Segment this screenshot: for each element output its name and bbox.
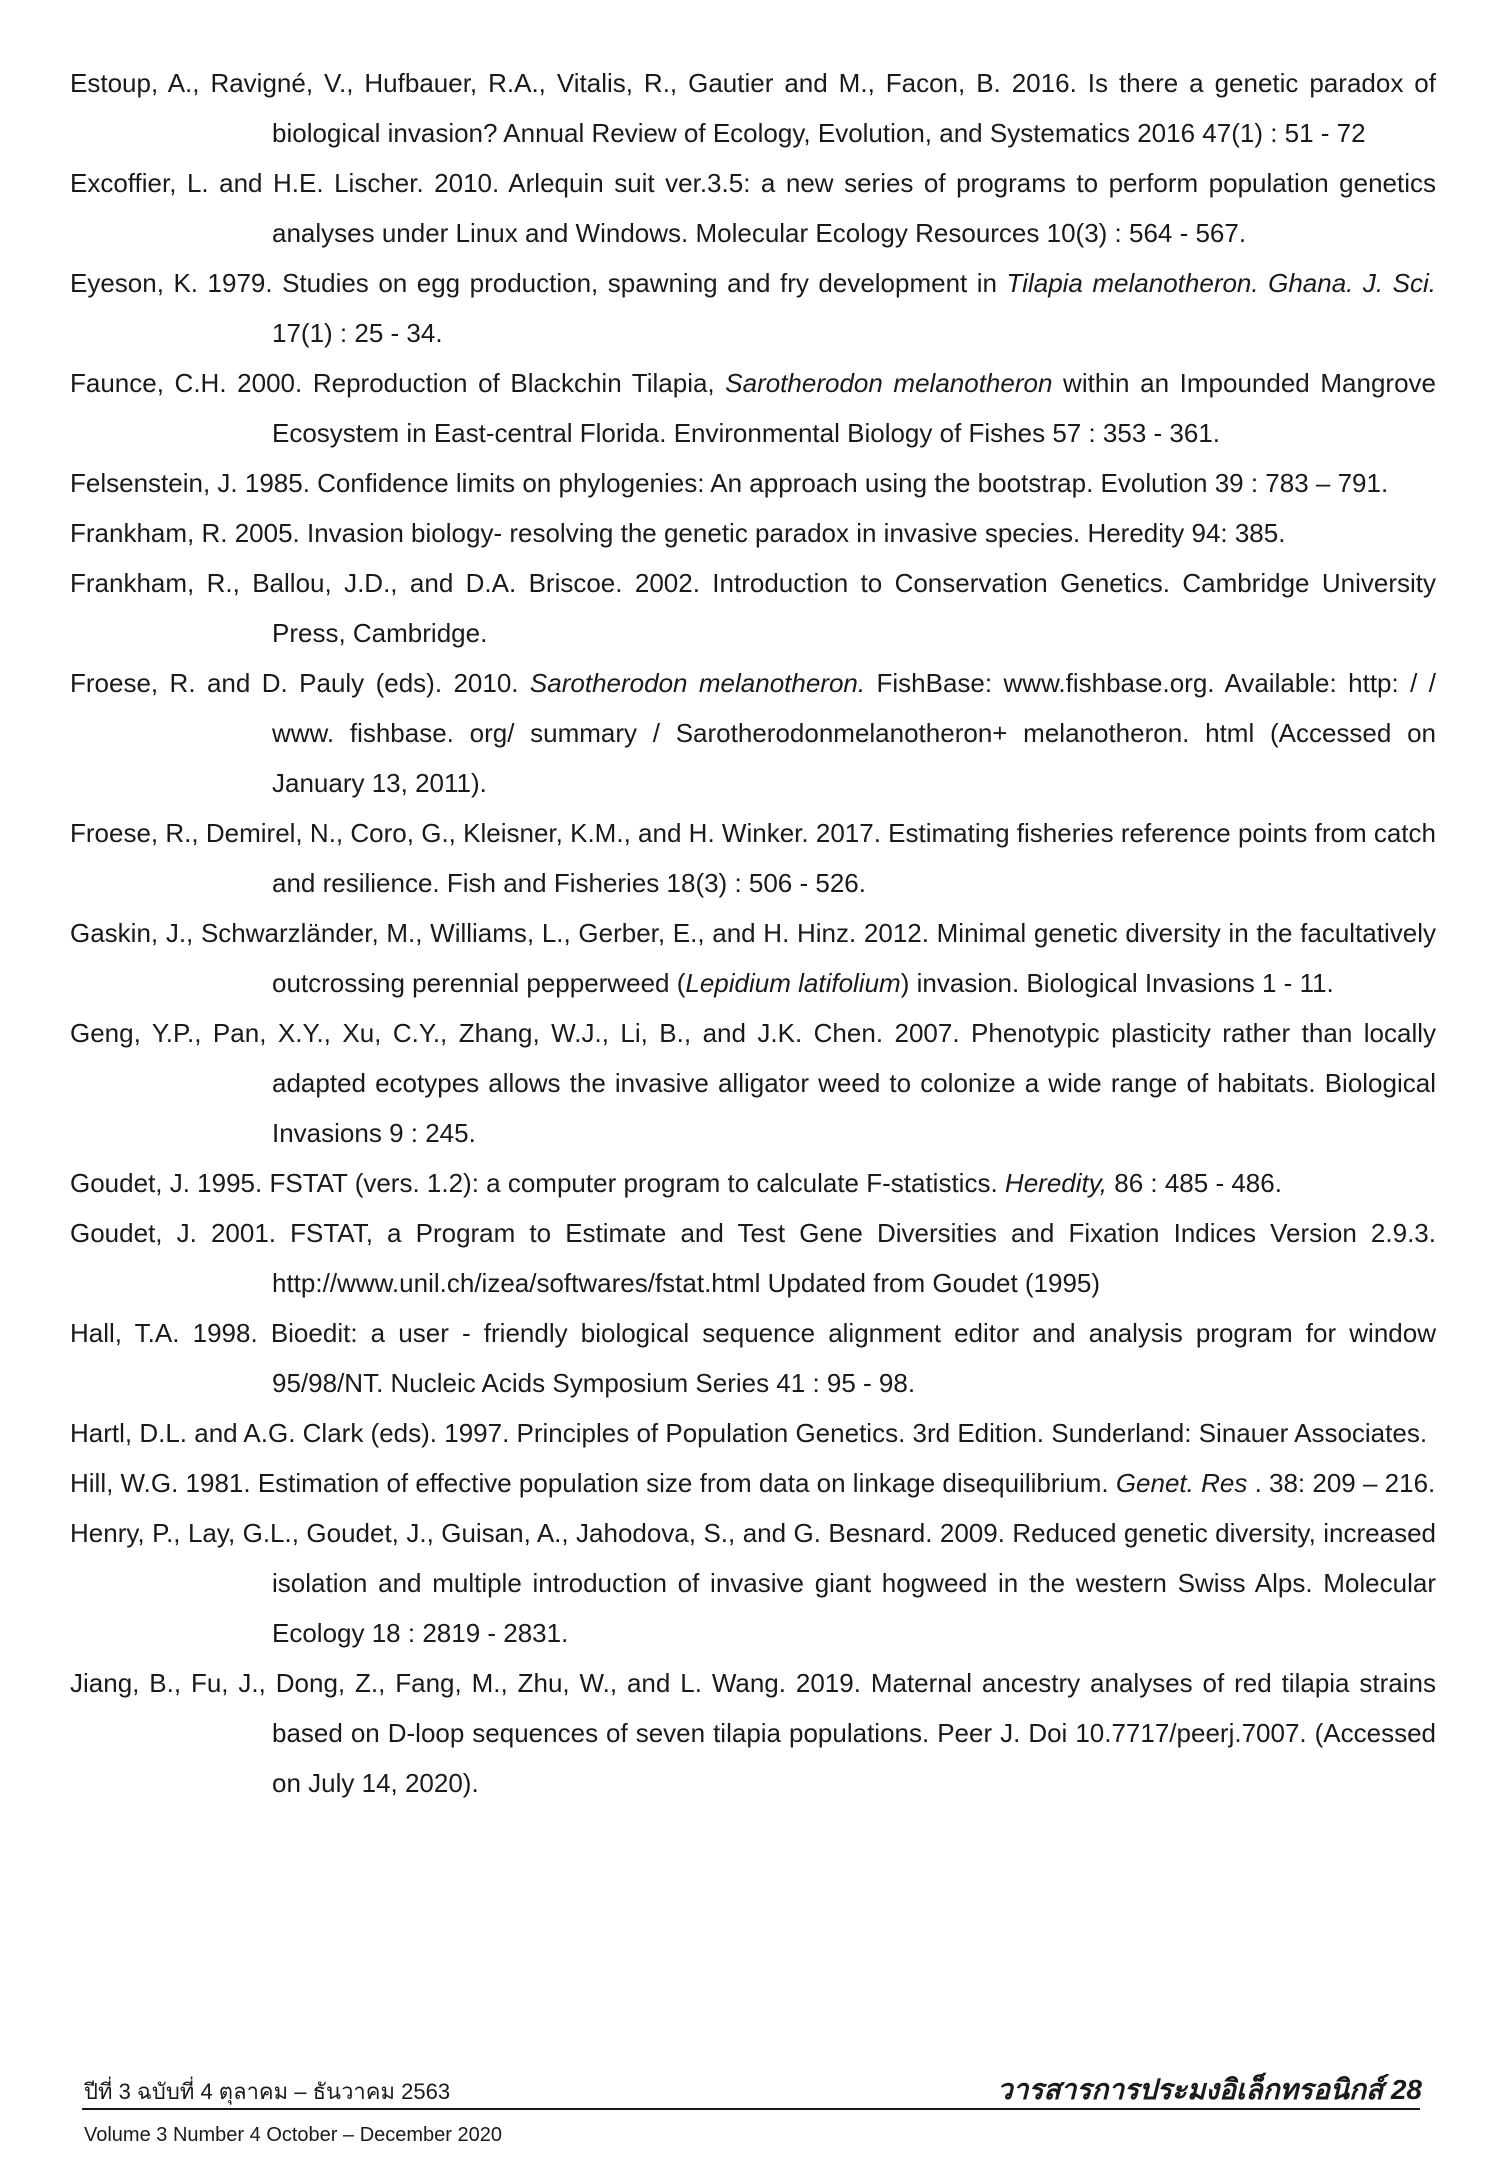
reference-item: Frankham, R., Ballou, J.D., and D.A. Briscoe. 2002. Introduction to Conservation Genetics. Cambridge University Press, Cambridge. [70,568,1436,648]
footer-journal-name: วารสารการประมงอิเล็กทรอนิกส์ 28 [985,2073,1422,2107]
reference-item: Goudet, J. 2001. FSTAT, a Program to Estimate and Test Gene Diversities and Fixation Indices Version 2.9.3. http://www.unil.ch/izea/softwares/fstat.html Updated from Goudet (1995) [70,1218,1436,1298]
reference-item: Hill, W.G. 1981. Estimation of effective population size from data on linkage disequilibrium. Genet. Res . 38: 209 – 216. [70,1468,1436,1498]
reference-item: Jiang, B., Fu, J., Dong, Z., Fang, M., Zhu, W., and L. Wang. 2019. Maternal ancestry analyses of red tilapia strains based on D-loop sequences of seven tilapia populations. Peer J. Doi 10.7717/peerj.7007. (Accessed on July 14, 2020). [70,1668,1436,1798]
reference-item: Hartl, D.L. and A.G. Clark (eds). 1997. Principles of Population Genetics. 3rd Edition. Sunderland: Sinauer Associates. [70,1418,1428,1448]
footer-divider [82,2108,1420,2110]
reference-item: Goudet, J. 1995. FSTAT (vers. 1.2): a computer program to calculate F-statistics. Heredity, 86 : 485 - 486. [70,1168,1282,1198]
footer-issue-english: Volume 3 Number 4 October – December 2020 [84,2124,502,2146]
reference-item: Eyeson, K. 1979. Studies on egg production, spawning and fry development in Tilapia melanotheron. Ghana. J. Sci. 17(1) : 25 - 34. [70,268,1436,348]
reference-item: Geng, Y.P., Pan, X.Y., Xu, C.Y., Zhang, W.J., Li, B., and J.K. Chen. 2007. Phenotypic plasticity rather than locally adapted ecotypes allows the invasive alligator weed to colonize a wide range of habitats. Biological Invasions 9 : 245. [70,1018,1436,1148]
reference-item: Hall, T.A. 1998. Bioedit: a user - friendly biological sequence alignment editor and analysis program for window 95/98/NT. Nucleic Acids Symposium Series 41 : 95 - 98. [70,1318,1436,1398]
reference-item: Froese, R., Demirel, N., Coro, G., Kleisner, K.M., and H. Winker. 2017. Estimating fisheries reference points from catch and resilience. Fish and Fisheries 18(3) : 506 - 526. [70,818,1436,898]
reference-item: Froese, R. and D. Pauly (eds). 2010. Sarotherodon melanotheron. FishBase: www.fishbase.org. Available: http: / / www. fishbase. org/ summary / Sarotherodonmelanotheron+ melanotheron. html (Accessed on January 13, 2011). [70,668,1436,798]
reference-item: Excoffier, L. and H.E. Lischer. 2010. Arlequin suit ver.3.5: a new series of programs to perform population genetics analyses under Linux and Windows. Molecular Ecology Resources 10(3) : 564 - 567. [70,168,1436,248]
reference-item: Estoup, A., Ravigné, V., Hufbauer, R.A., Vitalis, R., Gautier and M., Facon, B. 2016. Is there a genetic paradox of biological invasion? Annual Review of Ecology, Evolution, and Systematics 2016 47(1) : 51 - 72 [70,68,1436,148]
reference-item: Gaskin, J., Schwarzländer, M., Williams, L., Gerber, E., and H. Hinz. 2012. Minimal genetic diversity in the facultatively outcrossing perennial pepperweed (Lepidium latifolium) invasion. Biological Invasions 1 - 11. [70,918,1436,998]
reference-item: Frankham, R. 2005. Invasion biology- resolving the genetic paradox in invasive species. Heredity 94: 385. [70,518,1286,548]
reference-list [70,58,1436,1808]
reference-item: Felsenstein, J. 1985. Confidence limits on phylogenies: An approach using the bootstrap. Evolution 39 : 783 – 791. [70,468,1389,498]
reference-item: Henry, P., Lay, G.L., Goudet, J., Guisan, A., Jahodova, S., and G. Besnard. 2009. Reduced genetic diversity, increased isolation and multiple introduction of invasive giant hogweed in the western Swiss Alps. Molecular Ecology 18 : 2819 - 2831. [70,1518,1436,1648]
reference-item: Faunce, C.H. 2000. Reproduction of Blackchin Tilapia, Sarotherodon melanotheron within an Impounded Mangrove Ecosystem in East-central Florida. Environmental Biology of Fishes 57 : 353 - 361. [70,368,1436,448]
footer-issue-thai: ปีที่ 3 ฉบับที่ 4 ตุลาคม – ธันวาคม 2563 [84,2079,451,2104]
